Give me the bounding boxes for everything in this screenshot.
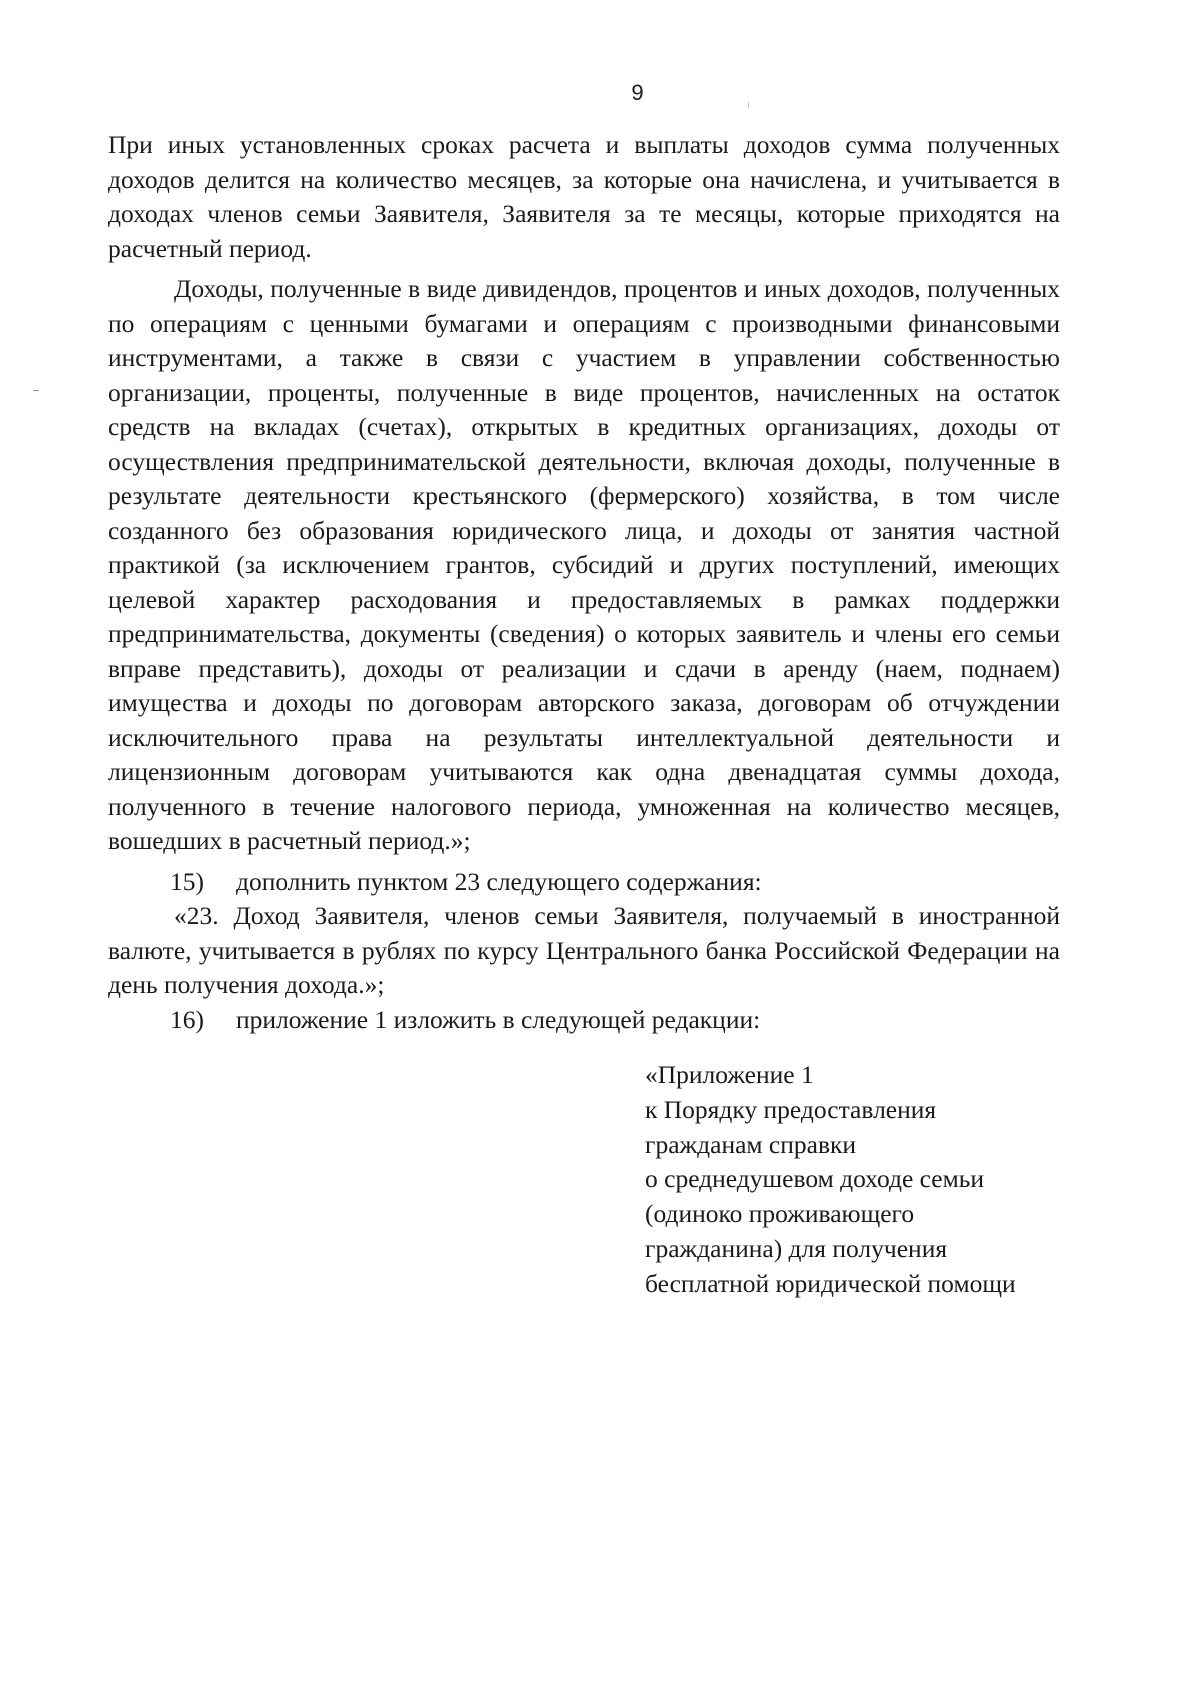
paragraph-dividends-income: Доходы, полученные в виде дивидендов, процентов и иных доходов, полученных по операциям с ценными бумагами и операциям с производными финансовыми инструментами, а также в связи с участием в управлении собственностью организации, проценты, полученные в виде процентов, начисленных на остаток средств на вкладах (счетах), открытых в кредитных организациях, доходы от осуществления предпринимательской деятельности, включая доходы, полученные в результате деятельности крестьянского (фермерского) хозяйства, в том числе созданного без образования юридического лица, и доходы от занятия частной практикой (за исключением грантов, субсидий и других поступлений, имеющих целевой характер расходования и предоставляемых в рамках поддержки предпринимательства, документы (сведения) о которых заявитель и члены его семьи вправе представить), доходы от реализации и сдачи в аренду (наем, поднаем) имущества и доходы по договорам авторского заказа, договорам об отчуждении исключительного права на результаты интеллектуальной деятельности и лицензионным договорам учитываются как одна двенадцатая суммы дохода, полученного в течение налогового периода, умноженная на количество месяцев, вошедших в расчетный период.»; — [108, 274, 1060, 855]
appendix-line-2: к Порядку предоставления — [645, 1094, 937, 1124]
appendix-line-6: гражданина) для получения — [645, 1233, 948, 1263]
appendix-line-3: гражданам справки — [645, 1129, 857, 1159]
list-item-15-text: дополнить пунктом 23 следующего содержания: — [236, 866, 762, 896]
body-text — [108, 128, 1060, 1037]
scan-margin-mark — [33, 390, 39, 391]
appendix-line-4: о среднедушевом доходе семьи — [645, 1164, 985, 1194]
page-number: 9 — [631, 80, 644, 105]
appendix-header — [645, 1058, 1065, 1302]
list-item-15 — [108, 865, 1060, 900]
paragraph-income-period: При иных установленных сроках расчета и выплаты доходов сумма полученных доходов делится на количество месяцев, за которые она начислена, и учитывается в доходах членов семьи Заявителя, Заявителя за те месяцы, которые приходятся на расчетный период. — [108, 130, 1060, 263]
appendix-line-7: бесплатной юридической помощи — [645, 1268, 1016, 1298]
list-item-16-number: 16) — [170, 1004, 204, 1034]
appendix-line-5: (одиноко проживающего — [645, 1199, 915, 1229]
paragraph-foreign-currency: «23. Доход Заявителя, членов семьи Заявителя, получаемый в иностранной валюте, учитывается в рублях по курсу Центрального банка Российской Федерации на день получения дохода.»; — [108, 901, 1060, 999]
list-item-16-text: приложение 1 изложить в следующей редакции: — [236, 1004, 761, 1034]
list-item-16 — [108, 1003, 1060, 1038]
list-item-15-number: 15) — [170, 866, 204, 896]
appendix-line-1: «Приложение 1 — [645, 1060, 814, 1089]
